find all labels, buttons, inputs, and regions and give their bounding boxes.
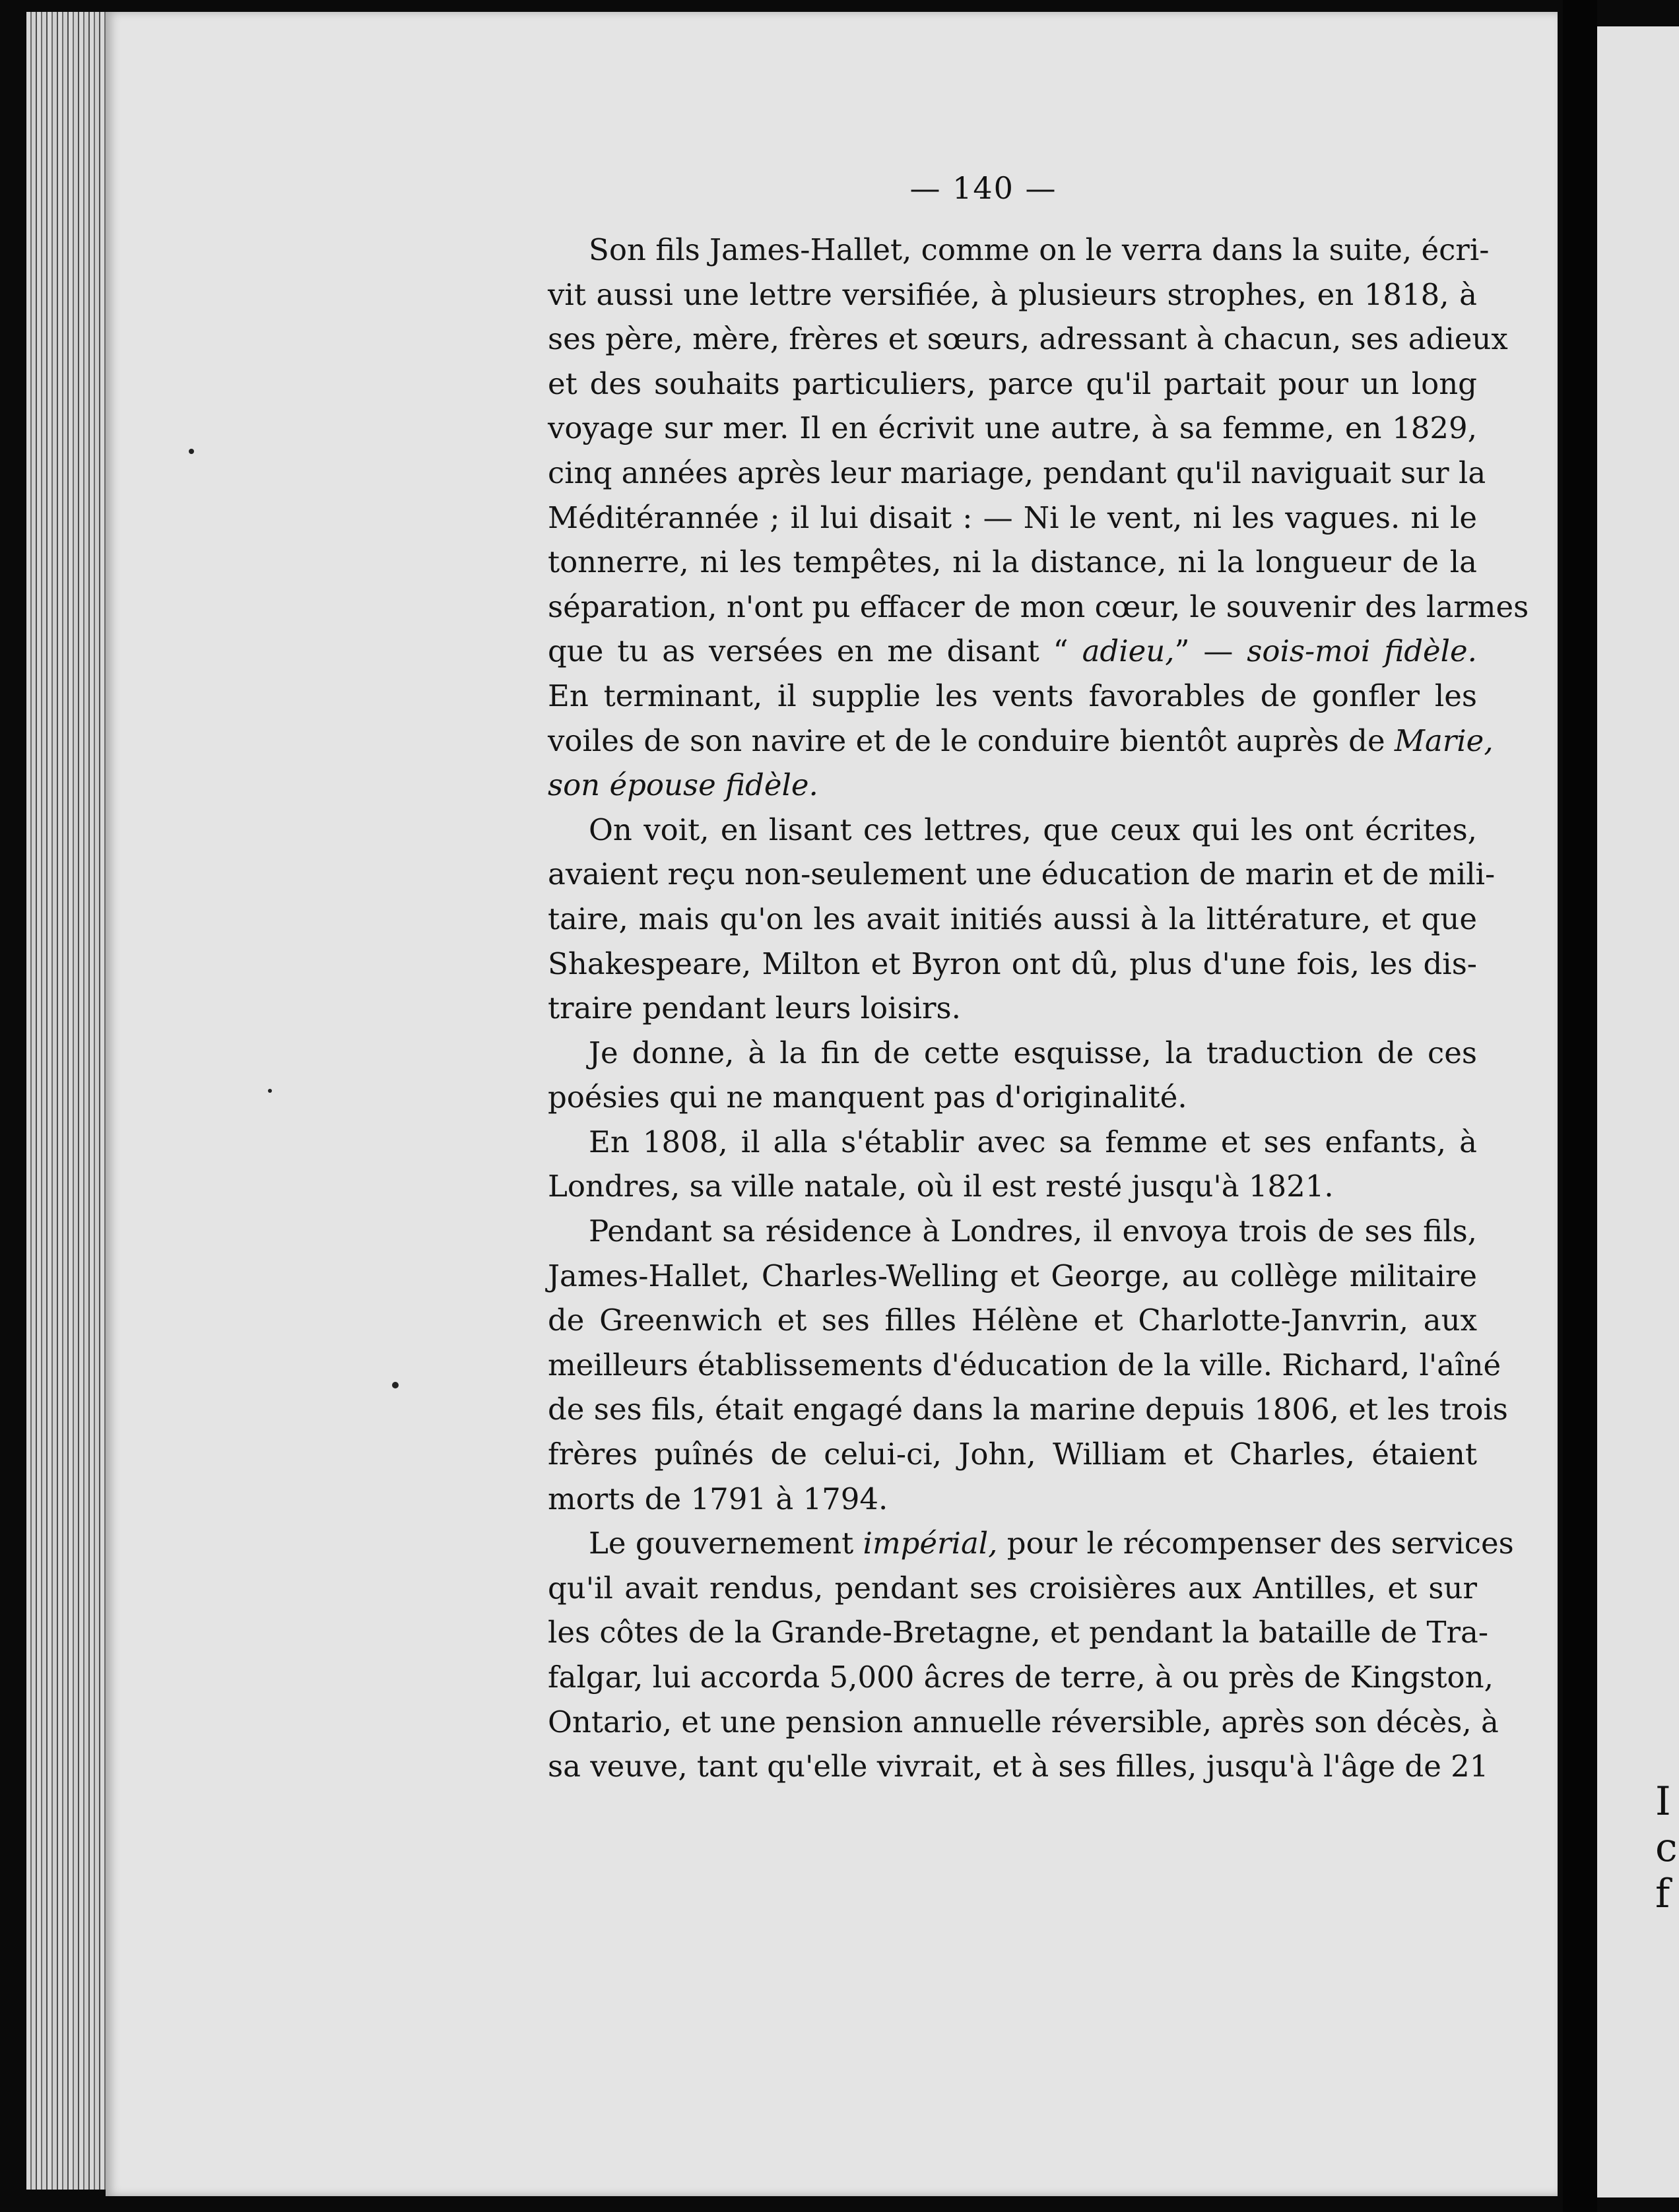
text-line: Méditérannée ; il lui disait : — Ni le vent, ni les vagues. ni le	[548, 500, 1477, 535]
text-line	[507, 629, 1477, 674]
text-line: séparation, n'ont pu effacer de mon cœur, le souvenir des larmes	[548, 589, 1529, 624]
text-line: voyage sur mer. Il en écrivit une autre, à sa femme, en 1829,	[548, 410, 1477, 446]
text-line: On voit, en lisant ces lettres, que ceux qui les ont écrites,	[589, 812, 1477, 847]
italic-text: Marie,	[1394, 723, 1494, 758]
scan-speck	[392, 1382, 399, 1388]
text-fragment: Le gouvernement	[589, 1526, 863, 1561]
text-line: les côtes de la Grande-Bretagne, et pendant la bataille de Tra-	[548, 1615, 1489, 1650]
text-line: meilleurs établissements d'éducation de la ville. Richard, l'aîné	[548, 1347, 1501, 1382]
book-gutter	[1563, 0, 1597, 2212]
body-text	[507, 228, 1529, 1789]
text-line: et des souhaits particuliers, parce qu'il partait pour un long	[548, 366, 1477, 401]
text-fragment: que tu as versées en me disant “	[548, 634, 1082, 669]
scan-speck	[189, 449, 194, 454]
paragraph	[507, 1209, 1508, 1521]
italic-text: son épouse fidèle.	[548, 767, 818, 803]
text-line: morts de 1791 à 1794.	[548, 1481, 888, 1516]
text-line: sa veuve, tant qu'elle vivrait, et à ses filles, jusqu'à l'âge de 21	[548, 1749, 1489, 1784]
text-line: vit aussi une lettre versifiée, à plusieurs strophes, en 1818, à	[548, 276, 1477, 312]
text-fragment: pour le récompenser des services	[997, 1526, 1514, 1561]
text-line: Je donne, à la fin de cette esquisse, la traduction de ces	[589, 1035, 1477, 1070]
text-fragment: ” —	[1174, 634, 1247, 669]
text-line: falgar, lui accorda 5,000 âcres de terre, à ou près de Kingston,	[548, 1660, 1494, 1695]
text-line: avaient reçu non-seulement une éducation de marin et de mili-	[548, 857, 1496, 892]
paragraph	[507, 1521, 1514, 1789]
text-line: de ses fils, était engagé dans la marine depuis 1806, et les trois	[548, 1392, 1508, 1427]
facing-page-glyph: I	[1655, 1778, 1671, 1825]
text-line: tonnerre, ni les tempêtes, ni la distance, ni la longueur de la	[548, 544, 1477, 580]
italic-text: adieu,	[1082, 634, 1175, 669]
text-line: ses père, mère, frères et sœurs, adressant à chacun, ses adieux	[548, 321, 1508, 357]
facing-page-glyph: c	[1655, 1825, 1678, 1871]
text-line: cinq années après leur mariage, pendant qu'il naviguait sur la	[548, 455, 1486, 490]
text-line: James-Hallet, Charles-Welling et George, au collège militaire	[548, 1258, 1477, 1293]
text-line: poésies qui ne manquent pas d'originalité.	[548, 1080, 1187, 1115]
scan-speck	[268, 1089, 272, 1093]
paragraph	[507, 1031, 1477, 1120]
text-line	[507, 763, 1477, 808]
text-line: Shakespeare, Milton et Byron ont dû, plus d'une fois, les dis-	[548, 946, 1477, 981]
text-line: qu'il avait rendus, pendant ses croisières aux Antilles, et sur	[548, 1570, 1477, 1606]
text-line: Londres, sa ville natale, où il est resté jusqu'à 1821.	[548, 1169, 1334, 1204]
text-line: Pendant sa résidence à Londres, il envoya trois de ses fils,	[589, 1214, 1477, 1249]
italic-text: sois-moi fidèle.	[1247, 634, 1477, 669]
text-line: traire pendant leurs loisirs.	[548, 991, 961, 1026]
text-fragment: voiles de son navire et de le conduire bientôt auprès de	[548, 723, 1395, 758]
text-line: Ontario, et une pension annuelle réversible, après son décès, à	[548, 1704, 1499, 1740]
paragraph	[507, 228, 1529, 808]
text-line	[507, 1521, 1514, 1566]
paragraph	[507, 1120, 1477, 1209]
italic-text: impérial,	[863, 1526, 998, 1561]
paragraph	[507, 808, 1496, 1031]
text-line	[507, 719, 1494, 764]
text-line: frères puînés de celui-ci, John, William et Charles, étaient	[548, 1437, 1477, 1472]
text-line: taire, mais qu'on les avait initiés aussi à la littérature, et que	[548, 901, 1477, 936]
facing-page-glyph: f	[1655, 1871, 1670, 1917]
page-number: — 140 —	[909, 170, 1057, 206]
text-line: En 1808, il alla s'établir avec sa femme et ses enfants, à	[589, 1124, 1477, 1159]
text-line: En terminant, il supplie les vents favorables de gonfler les	[548, 678, 1477, 713]
text-line: Son fils James-Hallet, comme on le verra dans la suite, écri-	[589, 232, 1490, 267]
text-line: de Greenwich et ses filles Hélène et Charlotte-Janvrin, aux	[548, 1303, 1477, 1338]
